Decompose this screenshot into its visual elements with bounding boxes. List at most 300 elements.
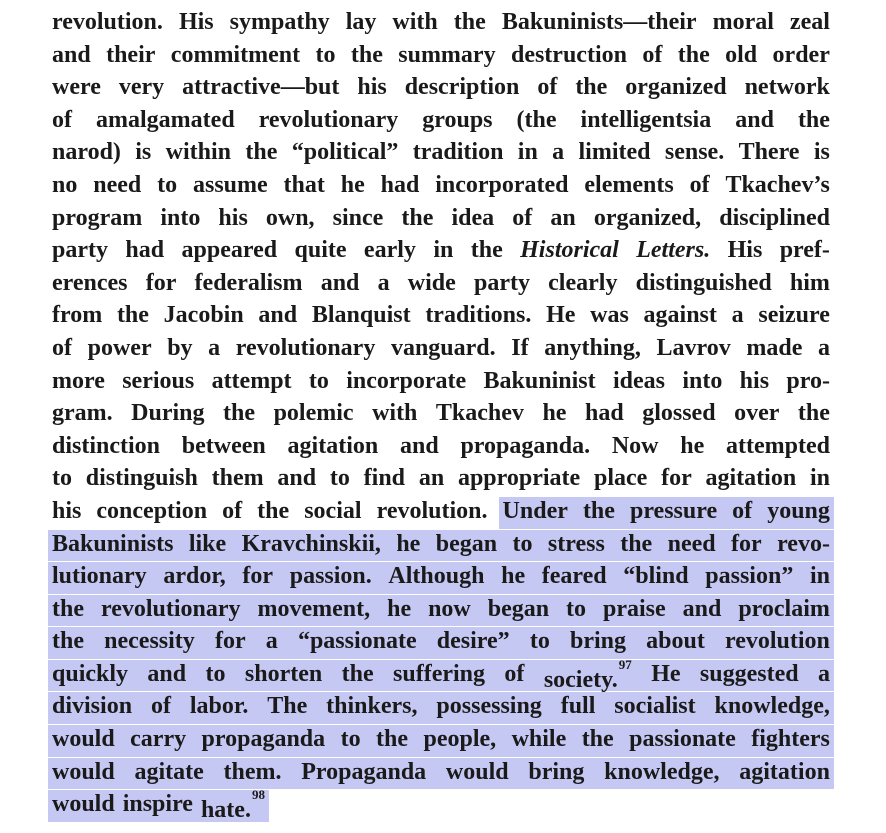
word: had [584,400,624,427]
text-line-17 [52,528,830,561]
word: he [387,595,412,622]
word: now [428,595,471,622]
line-content [52,788,830,827]
word: the [350,41,383,68]
word: to [315,41,336,68]
word: the [116,302,149,329]
word: distinguish [85,465,198,492]
word: in [517,139,538,166]
word: attempt [211,367,292,394]
word: lutionary [52,563,147,590]
word: between [181,432,266,459]
word: would [52,758,115,785]
word: inspire [122,791,193,818]
word: knowledge, [714,693,830,720]
word: “blind [623,563,689,590]
word: suffering [393,660,486,687]
word: a [731,302,744,329]
word: young [767,497,830,524]
text-line-20 [52,625,830,658]
word: agitation [705,465,797,492]
line-content [52,71,830,104]
word: own, [265,204,315,231]
word: began [435,530,498,557]
word: groups [422,106,493,133]
line-content [52,136,830,169]
word: Jacobin [163,302,244,329]
word: erences [52,269,128,296]
word: wide [407,269,456,296]
word: agitate [134,758,204,785]
word: proclaim [738,595,830,622]
word: clearly [548,269,618,296]
line-content [52,104,830,137]
word: had [380,171,420,198]
line-content [52,658,830,691]
word: network [744,74,830,101]
word: revolutionary [258,106,399,133]
word: (the [516,106,557,133]
word: suggested [699,660,799,687]
word: for [242,563,274,590]
word: need [667,530,716,557]
word: anything, [544,334,641,361]
word: more [52,367,105,394]
word: them [211,465,264,492]
word: a [817,334,830,361]
body-paragraph [52,6,830,824]
word: them. [223,758,282,785]
word: bring [569,628,626,655]
line-content [52,397,830,430]
word: of [642,41,663,68]
text-line-6 [52,169,830,202]
word: commitment [170,41,301,68]
word: attempted [726,432,830,459]
word: pro- [786,367,830,394]
word: narod) [52,139,121,166]
word: incorporate [346,367,467,394]
line-content [52,299,830,332]
word: the [52,628,84,655]
word: praise [603,595,666,622]
word: him [789,269,830,296]
word: people, [423,726,497,753]
word: he [396,530,421,557]
word: while [511,726,567,753]
text-line-13 [52,397,830,430]
word: into [160,204,201,231]
word: Although [388,563,485,590]
word: knowledge, [604,758,720,785]
line-content [52,528,830,561]
text-line-10 [52,299,830,332]
word: like [188,530,227,557]
word: tradition [412,139,504,166]
word: his [218,204,248,231]
word: order [772,41,830,68]
word: He [651,660,681,687]
text-line-21 [52,658,830,691]
word: moral [712,9,774,35]
word: place [593,465,648,492]
word: propaganda. [460,432,591,459]
line-content [52,202,830,235]
word: he [501,563,526,590]
word: no [52,171,78,198]
word: revolution. [52,9,163,35]
word: and [277,465,317,492]
word: federalism [194,269,303,296]
word: of [512,204,533,231]
word: organized [625,74,727,101]
line-content [52,723,830,756]
word: by [167,334,193,361]
word: quickly [52,660,129,687]
text-line-2 [52,39,830,72]
text-line-23 [52,723,830,756]
word: revolution. [376,497,488,524]
word: is [135,139,152,166]
word: vanguard. [390,334,496,361]
word: over [734,400,780,427]
word: zeal [789,9,830,35]
word: movement, [257,595,371,622]
word: very [118,74,165,101]
word: Tkachev’s [725,171,830,198]
word: a [208,334,221,361]
word: to [308,367,329,394]
word: the [223,400,256,427]
word: he [680,432,705,459]
word: to [52,465,72,492]
word: lay [345,9,377,35]
word: the [620,530,653,557]
line-content [52,365,830,398]
line-content [52,593,830,626]
word: were [52,74,101,101]
word: need [93,171,142,198]
word: If [511,334,529,361]
word: desire” [436,628,510,655]
word: the [453,9,486,35]
word: Bakuninist [483,367,596,394]
word: to [340,726,361,753]
word: His [727,237,763,264]
word: agitation [287,432,379,459]
word: in [809,563,830,590]
text-line-12 [52,365,830,398]
word: carry [130,726,187,753]
word: disciplined [719,204,830,231]
word: his [357,74,387,101]
word: early [363,237,416,264]
word: find [363,465,406,492]
word: the [677,41,710,68]
word: and [147,660,187,687]
word: feared [541,563,607,590]
word: Under [502,497,568,524]
word: propaganda [201,726,326,753]
word: of [732,497,753,524]
word: with [372,400,418,427]
word: the [376,726,409,753]
word: distinction [52,432,161,459]
word: description [404,74,520,101]
italic-title: Historical [520,237,619,264]
line-content [52,462,830,495]
word: summary [398,41,496,68]
word: polemic [273,400,354,427]
word: glossed [642,400,716,427]
text-line-3 [52,71,830,104]
word: the [581,726,614,753]
line-content [52,169,830,202]
word: distinguished [635,269,772,296]
word: of [52,106,72,133]
word: and [52,41,91,68]
word: for [661,465,692,492]
word: the [470,237,503,264]
word: passion. [289,563,372,590]
text-line-1 [52,6,830,39]
text-line-11 [52,332,830,365]
word: division [52,693,133,720]
word: revolutionary [100,595,241,622]
word: His [178,9,214,35]
word: There [738,139,800,166]
word: and [682,595,722,622]
word: is [813,139,830,166]
word: a [817,660,830,687]
word: Kravchinskii, [241,530,381,557]
word: in [433,237,454,264]
italic-title: Letters. [636,237,711,264]
word: amalgamated [96,106,235,133]
word: a [265,628,278,655]
word: the [797,400,830,427]
word: a [552,139,565,166]
word: a [377,269,390,296]
text-line-25 [52,787,830,824]
word: to [205,660,226,687]
word: of [504,660,525,687]
word: full [560,693,596,720]
word: Bakuninists [52,530,174,557]
word: to [566,595,587,622]
word: of [52,334,72,361]
word: the [797,106,830,133]
word: bring [528,758,585,785]
word: “political” [291,139,399,166]
text-line-7 [52,202,830,235]
word: made [746,334,803,361]
word: Now [611,432,659,459]
word: old [725,41,758,68]
word: of [150,693,171,720]
word: about [646,628,705,655]
line-content [52,690,830,723]
word: The [267,693,308,720]
text-line-4 [52,104,830,137]
word: stress [547,530,605,557]
word: the [245,139,278,166]
word: and [258,302,298,329]
word: program [52,204,143,231]
word: intelligentsia [580,106,712,133]
word: for [731,530,762,557]
word: appropriate [457,465,581,492]
word: He [546,302,576,329]
word: an [418,465,445,492]
word: had [125,237,165,264]
word: would [52,791,115,818]
word: ideas [612,367,665,394]
word: he [542,400,567,427]
word: attractive—but [182,74,340,101]
footnote-ref: 97 [618,656,632,672]
text-line-8 [52,234,830,267]
word: passion” [705,563,794,590]
word: ardor, [163,563,226,590]
word: to [529,628,550,655]
word: revo- [777,530,830,557]
word: gram. [52,400,113,427]
word: their [106,41,156,68]
word: fighters [751,726,830,753]
text-line-16 [52,495,830,528]
word: from [52,302,103,329]
word: the [582,497,615,524]
word: would [445,758,509,785]
word: to [329,465,350,492]
line-content [52,430,830,463]
word: incorporated [435,171,569,198]
word: of [537,74,558,101]
word: agitation [739,758,830,785]
word: During [131,400,205,427]
word: conception [96,497,208,524]
word: society.$^{97}$ [543,656,632,693]
word: Tkachev [435,400,524,427]
word: he [340,171,365,198]
word: pref- [779,237,830,264]
line-content [52,560,830,593]
text-line-15 [52,462,830,495]
word: hate.$^{98}$ [200,787,265,824]
word: Blanquist [311,302,411,329]
word: his [52,497,82,524]
word: revolution [725,628,830,655]
word: for [214,628,246,655]
text-line-22 [52,690,830,723]
word: for [145,269,177,296]
word: that [283,171,325,198]
footnote-ref: 98 [251,787,265,803]
word: an [550,204,576,231]
word: seizure [758,302,830,329]
text-line-14 [52,430,830,463]
word: labor. [189,693,249,720]
word: limited [578,139,651,166]
word: party [473,269,530,296]
word: power [87,334,152,361]
word: thinkers, [326,693,418,720]
word: pressure [629,497,718,524]
word: since [332,204,384,231]
word: with [392,9,438,35]
line-content [52,234,830,267]
word: social [304,497,362,524]
word: revolutionary [235,334,376,361]
word: elements [584,171,674,198]
word: necessity [104,628,195,655]
line-content [52,495,830,528]
word: Propaganda [301,758,427,785]
word: within [165,139,231,166]
word: the [401,204,434,231]
word: of [222,497,243,524]
line-content [52,756,830,789]
word: the [341,660,374,687]
word: was [590,302,629,329]
text-line-24 [52,756,830,789]
word: into [682,367,723,394]
word: shorten [244,660,323,687]
line-content [52,332,830,365]
text-line-18 [52,560,830,593]
text-line-5 [52,136,830,169]
word: would [52,726,115,753]
line-content [52,267,830,300]
word: of [689,171,710,198]
word: the [575,74,608,101]
word: party [52,237,108,264]
line-content [52,6,830,39]
word: and [320,269,360,296]
word: the [52,595,84,622]
word: sense. [664,139,725,166]
word: passionate [629,726,736,753]
word: destruction [510,41,627,68]
word: Bakuninists—their [501,9,697,35]
word: began [487,595,550,622]
line-content [52,625,830,658]
word: and [735,106,774,133]
word: his [739,367,770,394]
word: against [643,302,717,329]
word: appeared [181,237,278,264]
word: traditions. [425,302,532,329]
line-content [52,39,830,72]
word: organized, [593,204,702,231]
word: serious [122,367,195,394]
word: to [157,171,178,198]
word: and [399,432,439,459]
word: assume [192,171,268,198]
word: in [809,465,830,492]
text-line-19 [52,593,830,626]
word: the [257,497,290,524]
word: sympathy [229,9,330,35]
word: “passionate [297,628,417,655]
word: idea [451,204,495,231]
word: quite [294,237,347,264]
word: socialist [614,693,696,720]
word: Lavrov [656,334,731,361]
word: to [512,530,533,557]
text-line-9 [52,267,830,300]
